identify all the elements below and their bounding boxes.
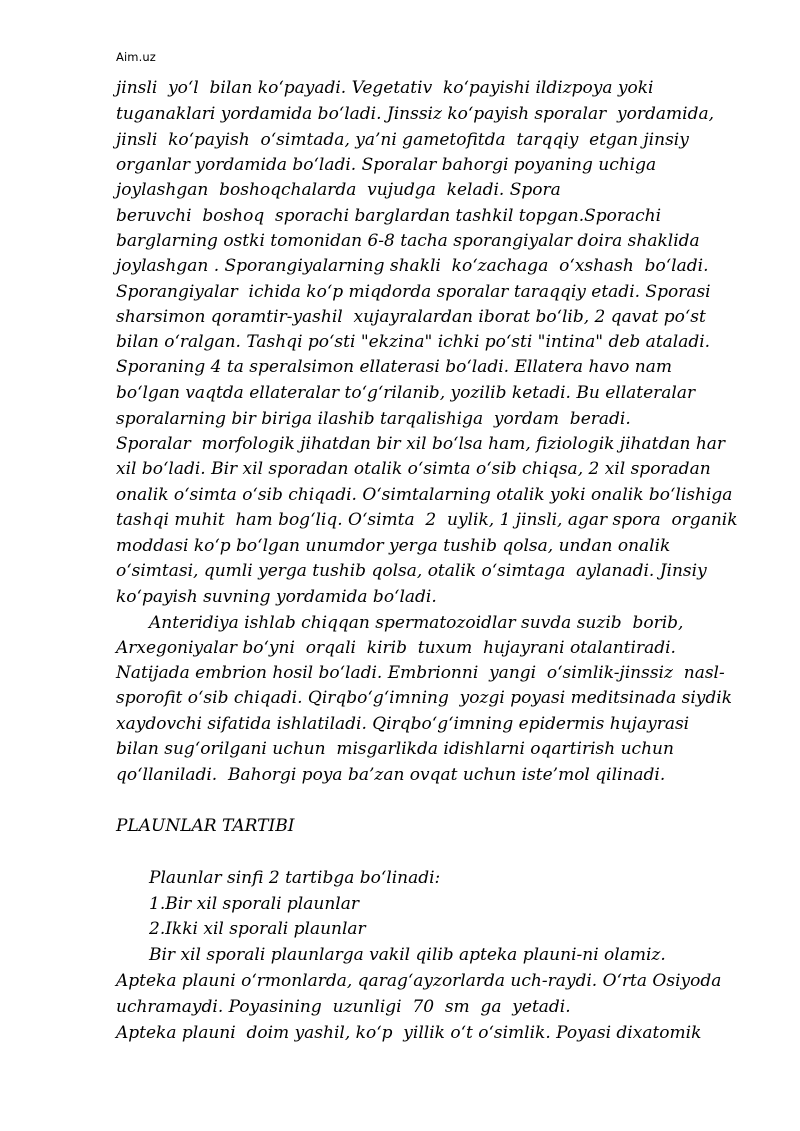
text-line: sporalarning bir biriga ilashib tarqalishiga yordam beradi. — [116, 409, 631, 429]
text-line: xaydovchi sifatida ishlatiladi. Qirqbo‘g‘imning epidermis hujayrasi — [116, 714, 690, 734]
text-line: joylashgan . Sporangiyalarning shakli ko‘zachaga o‘xshash bo‘ladi. — [116, 256, 709, 276]
text-line: bilan sug‘orilgani uchun misgarlikda idishlarni oqartirish uchun — [116, 739, 674, 759]
text-line: Sporaning 4 ta speralsimon ellaterasi bo‘ladi. Ellatera havo nam — [116, 357, 672, 377]
text-line: sporofit o‘sib chiqadi. Qirqbo‘g‘imning yozgi poyasi meditsinada siydik — [116, 688, 733, 708]
text-line: Sporalar morfologik jihatdan bir xil bo‘lsa ham, fiziologik jihatdan har — [116, 434, 726, 454]
text-line: ko‘payish suvning yordamida bo‘ladi. — [116, 587, 437, 607]
text-line: Plaunlar sinfi 2 tartibga bo‘linadi: — [149, 868, 441, 888]
text-line: tashqi muhit ham bog‘liq. O‘simta 2 uylik, 1 jinsli, agar spora organik — [116, 510, 738, 530]
text-line: joylashgan boshoqchalarda vujudga keladi. Spora — [116, 180, 561, 200]
text-line: onalik o‘simta o‘sib chiqadi. O‘simtalarning otalik yoki onalik bo‘lishiga — [116, 485, 733, 505]
text-line: jinsli ko‘payish o‘simtada, ya’ni gametofitda tarqqiy etgan jinsiy — [116, 130, 689, 150]
text-line: 2.Ikki xil sporali plaunlar — [149, 919, 366, 939]
text-line: Sporangiyalar ichida ko‘p miqdorda sporalar taraqqiy etadi. Sporasi — [116, 282, 711, 302]
text-line: Apteka plauni doim yashil, ko‘p yillik o‘t o‘simlik. Poyasi dixatomik — [116, 1023, 702, 1043]
section-heading: PLAUNLAR TARTIBI — [116, 816, 295, 836]
text-line: organlar yordamida bo‘ladi. Sporalar bahorgi poyaning uchiga — [116, 155, 657, 175]
text-line: o‘simtasi, qumli yerga tushib qolsa, otalik o‘simtaga aylanadi. Jinsiy — [116, 561, 707, 581]
text-line: jinsli yo‘l bilan ko‘payadi. Vegetativ ko‘payishi ildizpoya yoki — [116, 78, 654, 98]
text-line: Arxegoniyalar bo‘yni orqali kirib tuxum hujayrani otalantiradi. — [116, 638, 676, 658]
text-line: uchramaydi. Poyasining uzunligi 70 sm ga yetadi. — [116, 997, 571, 1017]
text-line: Bir xil sporali plaunlarga vakil qilib apteka plauni-ni olamiz. — [149, 945, 666, 965]
text-line: Natijada embrion hosil bo‘ladi. Embrionni yangi o‘simlik-jinssiz nasl- — [116, 663, 725, 683]
text-line: 1.Bir xil sporali plaunlar — [149, 894, 359, 914]
text-line: moddasi ko‘p bo‘lgan unumdor yerga tushib qolsa, undan onalik — [116, 536, 671, 556]
site-header: Aim.uz — [116, 50, 156, 64]
text-line: Anteridiya ishlab chiqqan spermatozoidlar suvda suzib borib, — [149, 613, 684, 633]
text-line: qo‘llaniladi. Bahorgi poya ba’zan ovqat uchun iste’mol qilinadi. — [116, 765, 666, 785]
text-line: sharsimon qoramtir-yashil xujayralardan iborat bo‘lib, 2 qavat po‘st — [116, 307, 706, 327]
text-line: xil bo‘ladi. Bir xil sporadan otalik o‘simta o‘sib chiqsa, 2 xil sporadan — [116, 459, 711, 479]
text-line: bilan o‘ralgan. Tashqi po‘sti "ekzina" ichki po‘sti "intina" deb ataladi. — [116, 332, 711, 352]
text-line: Apteka plauni o‘rmonlarda, qarag‘ayzorlarda uch-raydi. O‘rta Osiyoda — [116, 971, 722, 991]
text-line: tuganaklari yordamida bo‘ladi. Jinssiz ko‘payish sporalar yordamida, — [116, 104, 714, 124]
text-line: barglarning ostki tomonidan 6-8 tacha sporangiyalar doira shaklida — [116, 231, 700, 251]
text-line: bo‘lgan vaqtda ellateralar to‘g‘rilanib, yozilib ketadi. Bu ellateralar — [116, 383, 696, 403]
text-line: beruvchi boshoq sporachi barglardan tashkil topgan.Sporachi — [116, 206, 662, 226]
